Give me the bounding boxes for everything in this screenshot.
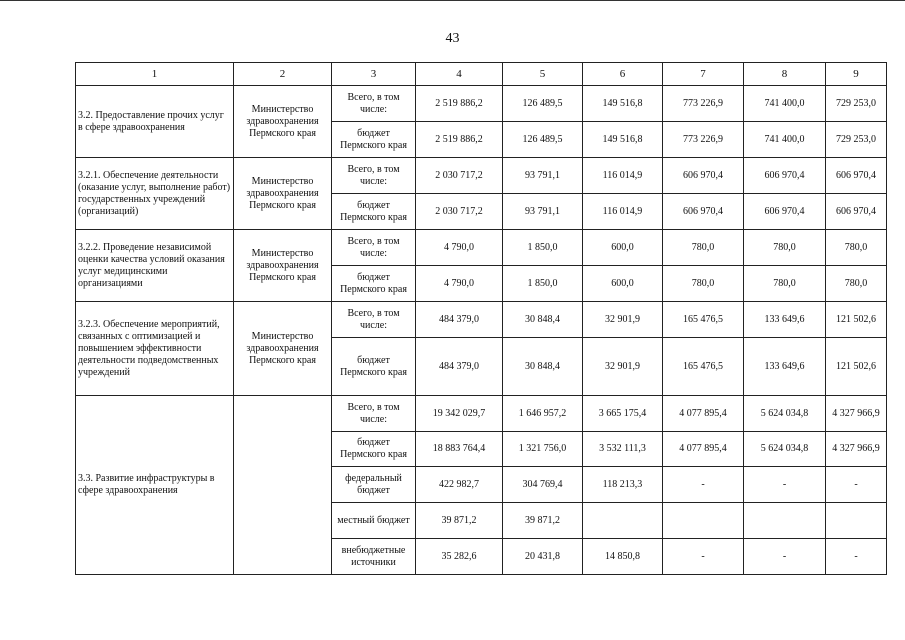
funding-source-cell: бюджет Пермского края bbox=[332, 338, 416, 396]
amount-cell: 116 014,9 bbox=[583, 158, 663, 194]
amount-cell: 3 665 175,4 bbox=[583, 396, 663, 432]
amount-cell: 606 970,4 bbox=[744, 158, 826, 194]
amount-cell: 32 901,9 bbox=[583, 338, 663, 396]
amount-cell bbox=[663, 503, 744, 539]
amount-cell: 484 379,0 bbox=[416, 338, 503, 396]
amount-cell: 4 077 895,4 bbox=[663, 432, 744, 467]
amount-cell: - bbox=[663, 539, 744, 575]
amount-cell: 422 982,7 bbox=[416, 467, 503, 503]
column-header: 5 bbox=[503, 63, 583, 86]
amount-cell: 121 502,6 bbox=[826, 302, 887, 338]
amount-cell bbox=[583, 503, 663, 539]
amount-cell: - bbox=[744, 539, 826, 575]
funding-source-cell: Всего, в том числе: bbox=[332, 396, 416, 432]
funding-source-cell: Всего, в том числе: bbox=[332, 230, 416, 266]
amount-cell: 780,0 bbox=[744, 266, 826, 302]
table-row bbox=[76, 158, 887, 194]
amount-cell: 606 970,4 bbox=[826, 194, 887, 230]
table-row bbox=[76, 302, 887, 338]
amount-cell: 165 476,5 bbox=[663, 302, 744, 338]
amount-cell: 2 519 886,2 bbox=[416, 86, 503, 122]
amount-cell: 93 791,1 bbox=[503, 158, 583, 194]
measure-name-cell: 3.2.2. Проведение независимой оценки качества условий оказания услуг медицинскими организациями bbox=[76, 230, 234, 302]
amount-cell: 780,0 bbox=[826, 266, 887, 302]
measure-name-cell: 3.2. Предоставление прочих услуг в сфере здравоохранения bbox=[76, 86, 234, 158]
funding-source-cell: бюджет Пермского края bbox=[332, 266, 416, 302]
table-row bbox=[76, 86, 887, 122]
amount-cell: 126 489,5 bbox=[503, 86, 583, 122]
amount-cell: - bbox=[826, 539, 887, 575]
amount-cell: 118 213,3 bbox=[583, 467, 663, 503]
executor-cell bbox=[234, 396, 332, 575]
amount-cell: 4 077 895,4 bbox=[663, 396, 744, 432]
column-header: 6 bbox=[583, 63, 663, 86]
amount-cell: 484 379,0 bbox=[416, 302, 503, 338]
amount-cell: 126 489,5 bbox=[503, 122, 583, 158]
amount-cell: 780,0 bbox=[663, 230, 744, 266]
funding-source-cell: Всего, в том числе: bbox=[332, 302, 416, 338]
amount-cell: 600,0 bbox=[583, 230, 663, 266]
amount-cell: 780,0 bbox=[744, 230, 826, 266]
amount-cell: 30 848,4 bbox=[503, 338, 583, 396]
amount-cell: 116 014,9 bbox=[583, 194, 663, 230]
amount-cell: - bbox=[744, 467, 826, 503]
amount-cell: 5 624 034,8 bbox=[744, 396, 826, 432]
amount-cell: 600,0 bbox=[583, 266, 663, 302]
amount-cell: 741 400,0 bbox=[744, 122, 826, 158]
page-number: 43 bbox=[445, 31, 460, 46]
amount-cell: 4 327 966,9 bbox=[826, 432, 887, 467]
table-row bbox=[76, 230, 887, 266]
amount-cell bbox=[826, 503, 887, 539]
amount-cell: 1 321 756,0 bbox=[503, 432, 583, 467]
funding-source-cell: бюджет Пермского края bbox=[332, 122, 416, 158]
amount-cell: 773 226,9 bbox=[663, 122, 744, 158]
amount-cell: 121 502,6 bbox=[826, 338, 887, 396]
amount-cell: 606 970,4 bbox=[826, 158, 887, 194]
amount-cell: 606 970,4 bbox=[663, 194, 744, 230]
amount-cell: 780,0 bbox=[826, 230, 887, 266]
column-header: 4 bbox=[416, 63, 503, 86]
amount-cell: 4 790,0 bbox=[416, 230, 503, 266]
amount-cell bbox=[744, 503, 826, 539]
amount-cell: 32 901,9 bbox=[583, 302, 663, 338]
amount-cell: 3 532 111,3 bbox=[583, 432, 663, 467]
budget-table bbox=[75, 62, 887, 575]
amount-cell: 2 519 886,2 bbox=[416, 122, 503, 158]
amount-cell: 133 649,6 bbox=[744, 338, 826, 396]
measure-name-cell: 3.2.3. Обеспечение мероприятий, связанных с оптимизацией и повышением эффективности деятельности подведомственных учреждений bbox=[76, 302, 234, 396]
amount-cell: 93 791,1 bbox=[503, 194, 583, 230]
column-header: 8 bbox=[744, 63, 826, 86]
amount-cell: 4 790,0 bbox=[416, 266, 503, 302]
executor-cell: Министерство здравоохранения Пермского края bbox=[234, 302, 332, 396]
amount-cell: 1 646 957,2 bbox=[503, 396, 583, 432]
amount-cell: 1 850,0 bbox=[503, 230, 583, 266]
amount-cell: 606 970,4 bbox=[744, 194, 826, 230]
amount-cell: 5 624 034,8 bbox=[744, 432, 826, 467]
amount-cell: 149 516,8 bbox=[583, 122, 663, 158]
amount-cell: 2 030 717,2 bbox=[416, 158, 503, 194]
column-header: 1 bbox=[76, 63, 234, 86]
measure-name-cell: 3.3. Развитие инфраструктуры в сфере здравоохранения bbox=[76, 396, 234, 575]
funding-source-cell: местный бюджет bbox=[332, 503, 416, 539]
column-header: 9 bbox=[826, 63, 887, 86]
funding-source-cell: бюджет Пермского края bbox=[332, 194, 416, 230]
amount-cell: 18 883 764,4 bbox=[416, 432, 503, 467]
funding-source-cell: Всего, в том числе: bbox=[332, 86, 416, 122]
executor-cell: Министерство здравоохранения Пермского края bbox=[234, 86, 332, 158]
amount-cell: 30 848,4 bbox=[503, 302, 583, 338]
amount-cell: 133 649,6 bbox=[744, 302, 826, 338]
amount-cell: 606 970,4 bbox=[663, 158, 744, 194]
table-row bbox=[76, 396, 887, 432]
amount-cell: 39 871,2 bbox=[503, 503, 583, 539]
column-header: 2 bbox=[234, 63, 332, 86]
amount-cell: 1 850,0 bbox=[503, 266, 583, 302]
amount-cell: - bbox=[663, 467, 744, 503]
column-number-row bbox=[76, 63, 887, 86]
amount-cell: 780,0 bbox=[663, 266, 744, 302]
amount-cell: 2 030 717,2 bbox=[416, 194, 503, 230]
funding-source-cell: Всего, в том числе: bbox=[332, 158, 416, 194]
amount-cell: 165 476,5 bbox=[663, 338, 744, 396]
column-header: 7 bbox=[663, 63, 744, 86]
amount-cell: 729 253,0 bbox=[826, 86, 887, 122]
executor-cell: Министерство здравоохранения Пермского края bbox=[234, 230, 332, 302]
top-edge-rule bbox=[0, 0, 905, 1]
amount-cell: 149 516,8 bbox=[583, 86, 663, 122]
funding-source-cell: внебюджетные источники bbox=[332, 539, 416, 575]
funding-source-cell: федеральный бюджет bbox=[332, 467, 416, 503]
amount-cell: 39 871,2 bbox=[416, 503, 503, 539]
column-header: 3 bbox=[332, 63, 416, 86]
amount-cell: 773 226,9 bbox=[663, 86, 744, 122]
measure-name-cell: 3.2.1. Обеспечение деятельности (оказание услуг, выполнение работ) государственных учреждений (организаций) bbox=[76, 158, 234, 230]
amount-cell: 14 850,8 bbox=[583, 539, 663, 575]
amount-cell: 304 769,4 bbox=[503, 467, 583, 503]
amount-cell: - bbox=[826, 467, 887, 503]
amount-cell: 20 431,8 bbox=[503, 539, 583, 575]
amount-cell: 729 253,0 bbox=[826, 122, 887, 158]
amount-cell: 19 342 029,7 bbox=[416, 396, 503, 432]
funding-source-cell: бюджет Пермского края bbox=[332, 432, 416, 467]
amount-cell: 4 327 966,9 bbox=[826, 396, 887, 432]
executor-cell: Министерство здравоохранения Пермского края bbox=[234, 158, 332, 230]
amount-cell: 741 400,0 bbox=[744, 86, 826, 122]
amount-cell: 35 282,6 bbox=[416, 539, 503, 575]
